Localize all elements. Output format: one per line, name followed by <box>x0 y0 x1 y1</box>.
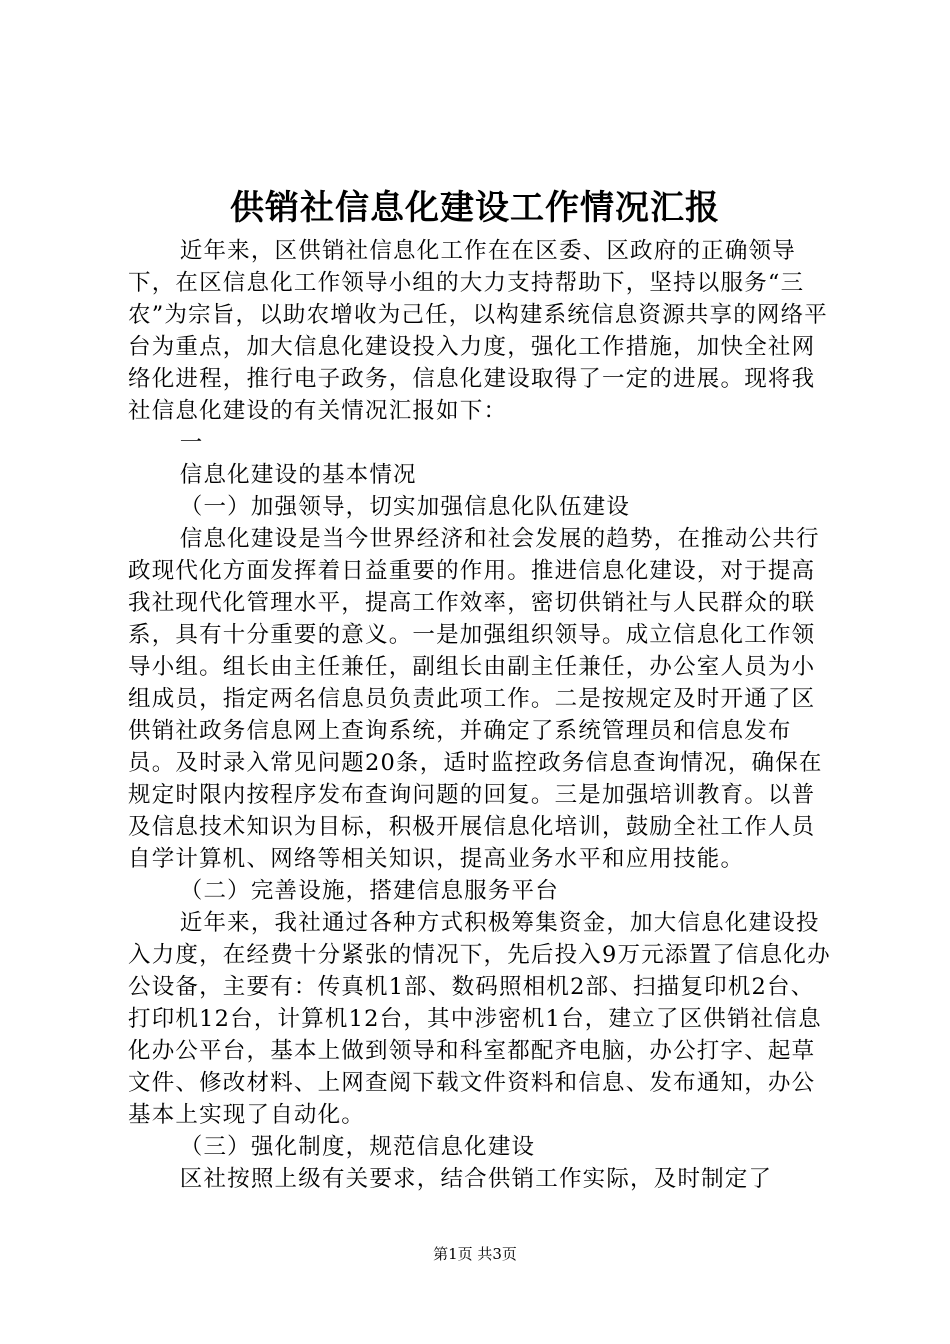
subsection-heading-2: （二）完善设施，搭建信息服务平台 <box>179 878 559 904</box>
document-title: 供销社信息化建设工作情况汇报 <box>230 188 720 228</box>
paragraph-1: 信息化建设是当今世界经济和社会发展的趋势，在推动公共行政现代化方面发挥着日益重要的作用。推进信息化建设，对于提高我社现代化管理水平，提高工作效率，密切供销社与人民群众的联系，具有十分重要的意义。一是加强组织领导。成立信息化工作领导小组。组长由主任兼任，副组长由副主任兼任，办公室人员为小组成员，指定两名信息员负责此项工作。二是按规定及时开通了区供销社政务信息网上查询系统，并确定了系统管理员和信息发布员。及时录入常见问题20条，适时监控政务信息查询情况，确保在规定时限内按程序发布查询问题的回复。三是加强培训教育。以普及信息技术知识为目标，积极开展信息化培训，鼓励全社工作人员自学计算机、网络等相关知识，提高业务水平和应用技能。 <box>128 526 823 872</box>
paragraph-intro: 近年来，区供销社信息化工作在在区委、区政府的正确领导下，在区信息化工作领导小组的大力支持帮助下，坚持以服务“三农”为宗旨，以助农增收为己任，以构建系统信息资源共享的网络平台为重点，加大信息化建设投入力度，强化工作措施，加快全社网络化进程，推行电子政务，信息化建设取得了一定的进展。现将我社信息化建设的有关情况汇报如下： <box>128 238 829 424</box>
paragraph-2: 近年来，我社通过各种方式积极筹集资金，加大信息化建设投入力度，在经费十分紧张的情况下，先后投入9万元添置了信息化办公设备，主要有：传真机1部、数码照相机2部、扫描复印机2台、打印机12台，计算机12台，其中涉密机1台，建立了区供销社信息化办公平台，基本上做到领导和科室都配齐电脑，办公打字、起草文件、修改材料、上网查阅下载文件资料和信息、发布通知，办公基本上实现了自动化。 <box>128 910 831 1128</box>
section-number: 一 <box>179 430 204 456</box>
paragraph-3: 区社按照上级有关要求，结合供销工作实际，及时制定了 <box>179 1166 773 1192</box>
section-heading: 信息化建设的基本情况 <box>179 462 417 488</box>
subsection-heading-1: （一）加强领导，切实加强信息化队伍建设 <box>179 494 631 520</box>
subsection-heading-3: （三）强化制度，规范信息化建设 <box>179 1134 536 1160</box>
document-body <box>128 235 834 1195</box>
page-number-footer: 第1页 共3页 <box>433 1245 517 1263</box>
